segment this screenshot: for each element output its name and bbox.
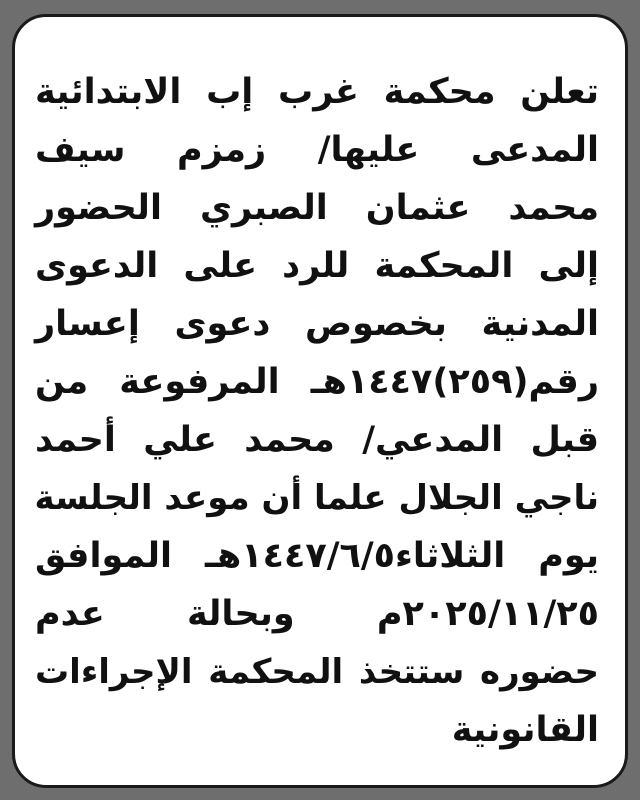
notice-line-12: القانونية: [451, 710, 599, 750]
notice-line-1: تعلن محكمة غرب إب الابتدائية: [35, 72, 599, 112]
notice-line-10: ٢٠٢٥/١١/٢٥م وبحالة عدم: [35, 594, 599, 634]
notice-line-3: محمد عثمان الصبري الحضور: [35, 188, 599, 228]
notice-line-7: قبل المدعي/ محمد علي أحمد: [35, 420, 599, 460]
notice-line-11: حضوره ستتخذ المحكمة الإجراءات: [35, 652, 599, 692]
notice-line-6: رقم(٢٥٩)١٤٤٧هـ المرفوعة من: [35, 362, 599, 402]
notice-card: [12, 14, 628, 788]
notice-line-2: المدعى عليها/ زمزم سيف: [35, 130, 599, 170]
notice-line-8: ناجي الجلال علما أن موعد الجلسة: [34, 478, 599, 518]
notice-line-9: يوم الثلاثاء١٤٤٧/٦/٥هـ الموافق: [35, 536, 599, 576]
notice-line-4: إلى المحكمة للرد على الدعوى: [35, 246, 599, 286]
court-notice-text: [35, 63, 599, 759]
notice-line-5: المدنية بخصوص دعوى إعسار: [35, 304, 599, 344]
